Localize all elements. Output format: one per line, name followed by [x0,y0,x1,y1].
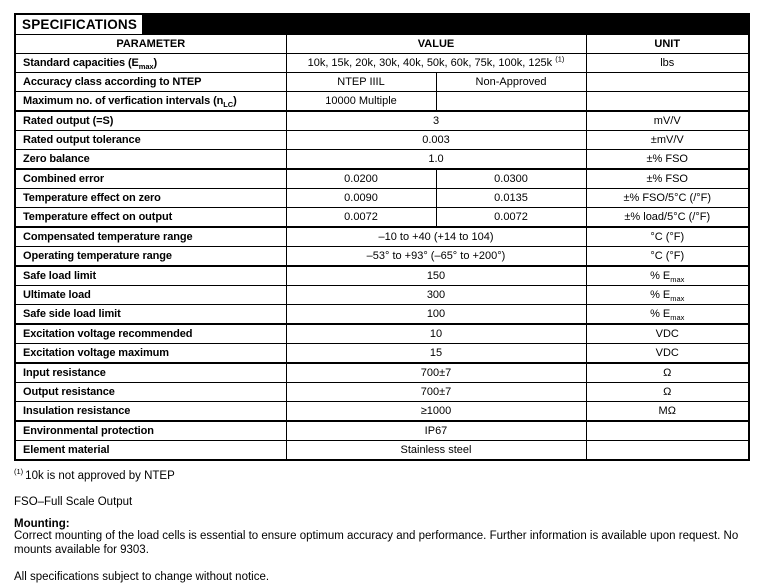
param-cell: Insulation resistance [16,402,286,422]
param-cell: Rated output tolerance [16,131,286,150]
param-cell: Accuracy class according to NTEP [16,73,286,92]
param-cell: Element material [16,441,286,460]
unit-cell [586,441,748,460]
unit-cell: lbs [586,54,748,73]
unit-cell: % $E_{max}$ [586,305,748,325]
unit-cell: Ω [586,383,748,402]
spec-row-ultimate-load [16,286,748,305]
mounting-body: Correct mounting of the load cells is essential to ensure optimum accuracy and performance. Further information is available upon request. No mounts available for 9303. [14,530,739,556]
value-cell-left: 0.0072 [286,208,436,228]
unit-cell: °C (°F) [586,247,748,267]
unit-cell: MΩ [586,402,748,422]
spec-table [16,35,748,459]
disclaimer-text: All specifications subject to change without notice. [14,571,270,583]
param-cell: Zero balance [16,150,286,170]
param-cell: Rated output (=S) [16,111,286,131]
footnote-text: 10k is not approved by NTEP [25,470,175,482]
column-header-parameter: PARAMETER [16,35,286,54]
param-cell: Compensated temperature range [16,227,286,247]
param-cell: Input resistance [16,363,286,383]
unit-cell: ±% load/5°C (/°F) [586,208,748,228]
spec-row-compensated-temp-range [16,227,748,247]
spec-row-operating-temp-range [16,247,748,267]
unit-cell: VDC [586,324,748,344]
column-header-value: VALUE [286,35,586,54]
unit-cell: % $E_{max}$ [586,286,748,305]
value-cell: IP67 [286,421,586,441]
value-cell-right: 0.0300 [436,169,586,189]
spec-row-element-material [16,441,748,460]
param-cell: Ultimate load [16,286,286,305]
param-cell: Safe load limit [16,266,286,286]
value-cell: 150 [286,266,586,286]
spec-row-zero-balance [16,150,748,170]
unit-cell: ±% FSO [586,150,748,170]
spec-row-rated-output [16,111,748,131]
param-cell: Environmental protection [16,421,286,441]
spec-row-standard-capacities [16,54,748,73]
value-cell-right: 0.0135 [436,189,586,208]
value-cell: –53° to +93° (–65° to +200°) [286,247,586,267]
value-cell: Stainless steel [286,441,586,460]
spec-row-input-resistance [16,363,748,383]
value-cell: 700±7 [286,383,586,402]
unit-cell: % $E_{max}$ [586,266,748,286]
spec-row-safe-side-load-limit [16,305,748,325]
section-title: SPECIFICATIONS [22,17,138,32]
value-cell: 3 [286,111,586,131]
param-cell: Safe side load limit [16,305,286,325]
value-cell: 300 [286,286,586,305]
param-cell: Maximum no. of verfication intervals $(n_{LC})$ [16,92,286,112]
value-cell-right [436,92,586,112]
spec-row-verification-intervals [16,92,748,112]
spec-row-environmental-protection [16,421,748,441]
spec-row-temp-effect-output [16,208,748,228]
value-cell: –10 to +40 (+14 to 104) [286,227,586,247]
value-cell: 15 [286,344,586,364]
section-header [16,15,748,35]
param-cell: Combined error [16,169,286,189]
footnote-ntep [14,467,750,482]
unit-cell [586,92,748,112]
value-cell-left: NTEP IIIL [286,73,436,92]
param-cell: Output resistance [16,383,286,402]
unit-cell [586,421,748,441]
spec-row-excitation-maximum [16,344,748,364]
param-cell: Operating temperature range [16,247,286,267]
fso-definition: FSO–Full Scale Output [14,496,133,508]
footnote-marker: (1) [14,467,24,477]
value-cell-left: 10000 Multiple [286,92,436,112]
unit-cell [586,73,748,92]
param-cell: Standard capacities $(E_{max})$ [16,54,286,73]
value-cell: 100 [286,305,586,325]
mounting-heading: Mounting: [14,518,70,530]
spec-row-safe-load-limit [16,266,748,286]
unit-cell: ±mV/V [586,131,748,150]
column-header-row [16,35,748,54]
footnotes-section [14,467,750,583]
value-cell: 10 [286,324,586,344]
spec-row-rated-output-tolerance [16,131,748,150]
param-cell: Temperature effect on zero [16,189,286,208]
unit-cell: °C (°F) [586,227,748,247]
specifications-table [14,13,750,461]
unit-cell: Ω [586,363,748,383]
value-cell: 0.003 [286,131,586,150]
spec-row-excitation-recommended [16,324,748,344]
value-cell: 1.0 [286,150,586,170]
value-cell-right: Non-Approved [436,73,586,92]
spec-row-output-resistance [16,383,748,402]
param-cell: Excitation voltage recommended [16,324,286,344]
param-cell: Temperature effect on output [16,208,286,228]
value-cell: 700±7 [286,363,586,383]
value-cell-left: 0.0200 [286,169,436,189]
param-cell: Excitation voltage maximum [16,344,286,364]
value-cell-left: 0.0090 [286,189,436,208]
value-cell: 10k, 15k, 20k, 30k, 40k, 50k, 60k, 75k, 100k, 125k $^{(1)}$ [286,54,586,73]
spec-row-insulation-resistance [16,402,748,422]
spec-row-accuracy-class [16,73,748,92]
title-fill-bar [142,15,748,34]
value-cell-right: 0.0072 [436,208,586,228]
unit-cell: ±% FSO [586,169,748,189]
spec-row-combined-error [16,169,748,189]
unit-cell: mV/V [586,111,748,131]
value-cell: ≥1000 [286,402,586,422]
unit-cell: ±% FSO/5°C (/°F) [586,189,748,208]
column-header-unit: UNIT [586,35,748,54]
unit-cell: VDC [586,344,748,364]
spec-row-temp-effect-zero [16,189,748,208]
